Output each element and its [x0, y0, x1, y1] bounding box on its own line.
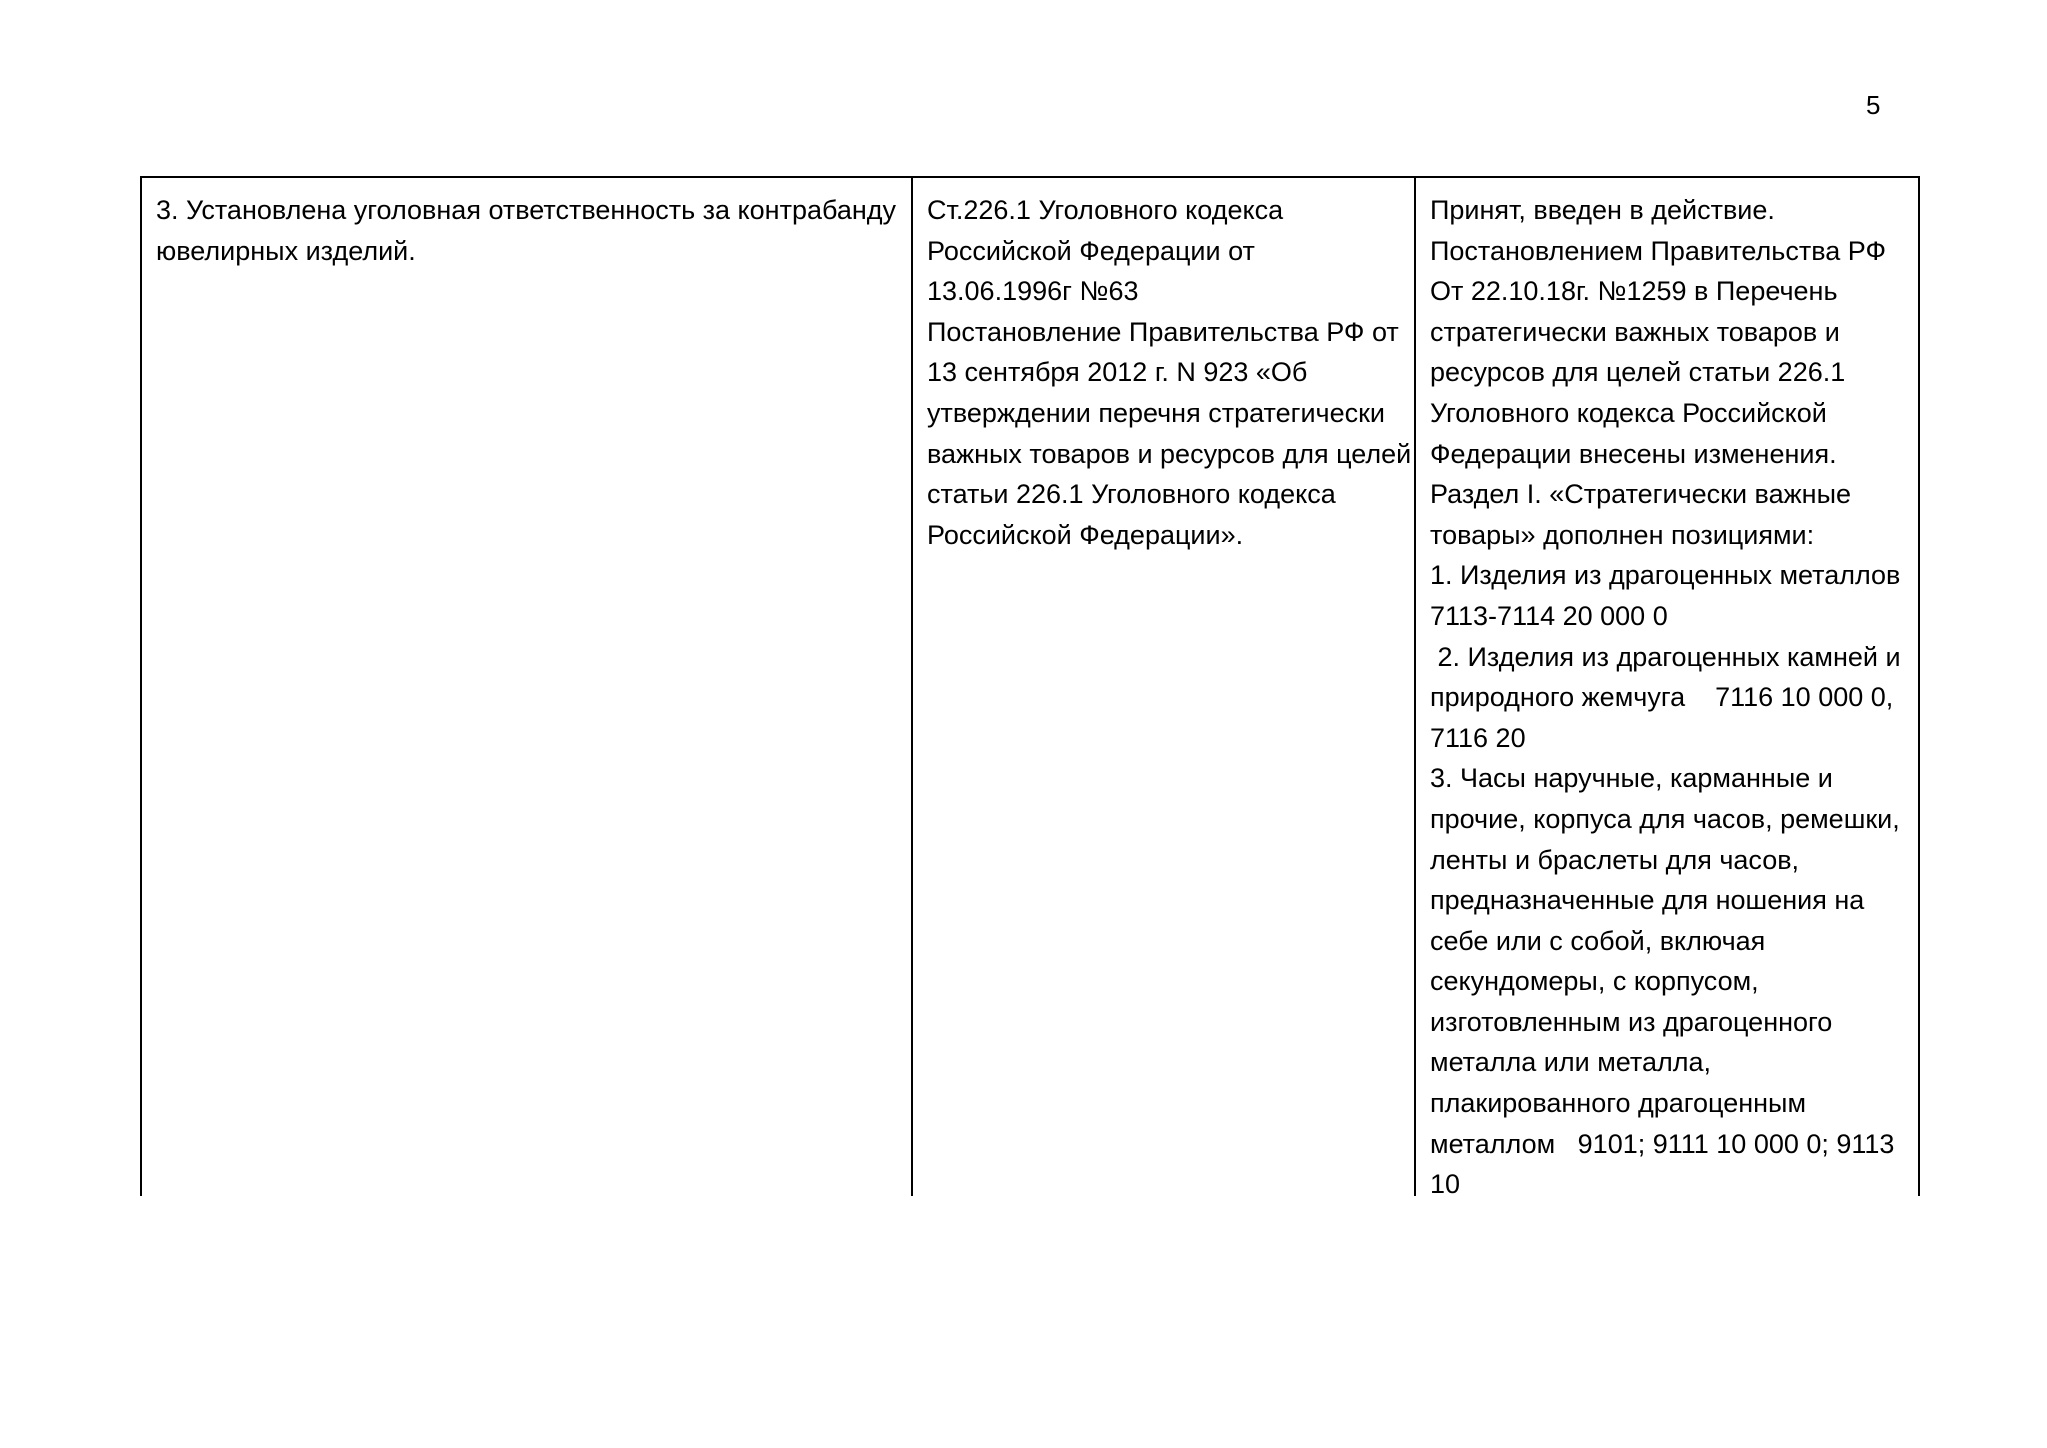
text-line: Уголовного кодекса Российской — [1430, 397, 1827, 428]
text-line: Раздел I. «Стратегически важные — [1430, 479, 1852, 510]
text-line: товары» дополнен позициями: — [1430, 519, 1815, 550]
text-line: Постановление Правительства РФ от — [927, 316, 1399, 347]
text-line: стратегически важных товаров и — [1430, 316, 1840, 347]
text-line: металла или металла, — [1430, 1047, 1711, 1078]
document-table — [140, 176, 1920, 1196]
text-line: плакированного драгоценным — [1430, 1088, 1807, 1119]
text-line: утверждении перечня стратегически — [927, 397, 1386, 428]
text-line: ленты и браслеты для часов, — [1430, 844, 1800, 875]
text-line: природного жемчуга 7116 10 000 0, — [1430, 682, 1894, 713]
text-line: 7116 20 — [1430, 722, 1526, 753]
text-line: 1. Изделия из драгоценных металлов — [1430, 560, 1901, 591]
table-cell-status — [1414, 178, 1918, 1196]
text-line: прочие, корпуса для часов, ремешки, — [1430, 803, 1900, 834]
text-line: Ст.226.1 Уголовного кодекса — [927, 195, 1284, 225]
text-line: металлом 9101; 9111 10 000 0; 9113 — [1430, 1128, 1895, 1159]
text-line: секундомеры, с корпусом, — [1430, 966, 1759, 997]
text-line: Постановлением Правительства РФ — [1430, 235, 1887, 266]
text-line: Российской Федерации». — [927, 519, 1244, 550]
text-line: ресурсов для целей статьи 226.1 — [1430, 357, 1846, 388]
text-line: 13.06.1996г №63 — [927, 276, 1139, 307]
text-line: себе или с собой, включая — [1430, 925, 1766, 956]
text-line: 13 сентября 2012 г. N 923 «Об — [927, 357, 1308, 388]
text-line: Российской Федерации от — [927, 235, 1255, 266]
text-line: статьи 226.1 Уголовного кодекса — [927, 479, 1336, 510]
text-line: изготовленным из драгоценного — [1430, 1006, 1833, 1037]
table-cell-measure — [142, 178, 911, 1196]
table-cell-legal-basis — [911, 178, 1414, 1196]
text-line: От 22.10.18г. №1259 в Перечень — [1430, 276, 1838, 307]
text-line: 3. Часы наручные, карманные и — [1430, 763, 1833, 794]
text-line: предназначенные для ношения на — [1430, 885, 1865, 916]
text-line: Федерации внесены изменения. — [1430, 438, 1837, 469]
text-line: 10 — [1430, 1169, 1461, 1196]
text-line: ювелирных изделий. — [156, 235, 416, 266]
page-number: 5 — [1866, 90, 1881, 120]
text-line: 3. Установлена уголовная ответственность за контрабанду — [156, 195, 897, 225]
text-line: 7113-7114 20 000 0 — [1430, 600, 1668, 631]
text-line: Принят, введен в действие. — [1430, 195, 1775, 225]
text-line: важных товаров и ресурсов для целей — [927, 438, 1412, 469]
text-line: 2. Изделия из драгоценных камней и — [1430, 641, 1901, 672]
